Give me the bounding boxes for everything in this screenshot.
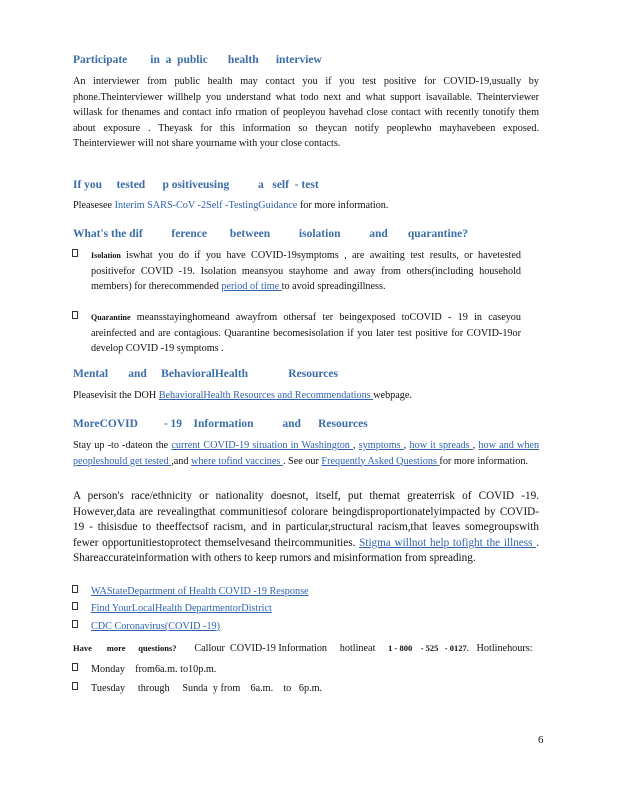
link-cdc-coronavirus[interactable]: CDC Coronavirus(COVID -19) (91, 621, 221, 632)
self-test-post: for more information. (297, 200, 389, 211)
bullet-box-icon (72, 663, 78, 671)
paragraph-interview: An interviewer from public health may contact you if you test positive for COVID-19,usually by phone.Theinterviewer willhelp you understand what todo next and what support isavailable. Theinterviewer willask for thenames and contact info rmation of peopleyou havehad close contact with recently tonotify them about exposure . Theyask for this information so theycan notify peoplewho mayhavebeen exposed. Theinterviewer will not share yourname with your close contacts. (73, 76, 539, 149)
behavioral-pre: Pleasevisit the DOH (73, 390, 159, 401)
text-race-ethnicity: A person's race/ethnicity or nationality doesnot, itself, put themat greaterrisk of COVID -19. However,data are revealingthat communitiesof colorare beingdisproportionatelyimpacted by COVID-19 - thisisdue to theeffectsof racism, and in particular,structural racism,that leaves somegroupswith fewer opportunitiestoprotect themselvesand theircommunities. (73, 490, 539, 549)
separator-text: , (403, 440, 410, 451)
heading-isolation-quarantine: What's the dif ference between isolation and quarantine? (73, 228, 468, 240)
text-call-hotline: Callour COVID-19 Information hotlineat (176, 643, 389, 654)
text-have-more-questions: Have more questions? (73, 643, 177, 653)
bullet-box-icon (72, 682, 78, 690)
link-symptoms[interactable]: symptoms (358, 440, 404, 451)
hotline-number: 1 - 800 - 525 - 0127. (388, 643, 469, 653)
separator-text: ,and (171, 455, 191, 467)
paragraph-race-ethnicity (73, 489, 539, 567)
behavioral-post: webpage. (373, 390, 412, 401)
heading-self-test: If you tested p ositiveusing a self - test (73, 179, 319, 191)
bullet-box-icon (72, 249, 78, 257)
link-how-when-tested[interactable]: how and when peopleshould get tested (73, 440, 540, 467)
link-stigma[interactable]: Stigma willnot help tofight the illness (359, 536, 537, 549)
link-faq[interactable]: Frequently Asked Questions (321, 455, 440, 467)
paragraph-behavioral-health (73, 388, 539, 404)
text-hotline-hours: Hotlinehours: (468, 643, 533, 654)
term-quarantine: Quarantine (91, 313, 131, 322)
term-isolation: Isolation (91, 251, 121, 260)
separator-text: , (472, 440, 479, 451)
text-for-more-info: for more information. (439, 455, 528, 467)
paragraph-stay-up-to-date (73, 438, 539, 469)
link-wa-doh-covid-response[interactable]: WAStateDepartment of Health COVID -19 Response (91, 586, 309, 597)
quarantine-text: meansstayinghomeand awayfrom othersaf ter beingexposed toCOVID - 19 in caseyou areinfected and are contagious. Quarantine becomesisolation if you later test positive for COVID-19or develop COVID -19 symptoms . (91, 312, 521, 354)
text-share-accurate-info: . Shareaccurateinformation with others to keep rumors and misinformation from spreading. (73, 536, 539, 564)
text-see-our: . See our (282, 455, 322, 467)
link-find-local-health-department[interactable]: Find YourLocalHealth DepartmentorDistrict (91, 603, 272, 614)
bullet-box-icon (72, 620, 78, 628)
link-find-vaccines[interactable]: where tofind vaccines (191, 455, 283, 467)
bullet-quarantine (91, 310, 521, 357)
link-how-it-spreads[interactable]: how it spreads (409, 440, 473, 451)
self-test-pre: Pleasesee (73, 200, 115, 211)
paragraph-hotline (73, 641, 539, 657)
bullet-isolation (91, 248, 521, 295)
link-current-situation[interactable]: current COVID-19 situation in Washington (171, 440, 354, 451)
paragraph-self-test (73, 198, 539, 214)
text-stay-up-to-date: Stay up -to -dateon the (73, 440, 172, 451)
isolation-text: iswhat you do if you have COVID-19symptoms , are awaiting test results, or havetested positivefor COVID -19. Isolation meansyou stayhome and away from others(including household members) for therecommended (91, 250, 522, 292)
separator-text: , (353, 440, 359, 451)
hours-tuesday-sunday: Tuesday through Sunda y from 6a.m. to 6p.m. (91, 683, 323, 694)
link-interim-self-testing-guidance[interactable]: Interim SARS-CoV -2Self -TestingGuidance (114, 200, 298, 211)
link-behavioral-health-resources[interactable]: BehavioralHealth Resources and Recommendations (158, 390, 374, 401)
page-number: 6 (538, 734, 544, 746)
list-item-cdc (91, 619, 220, 634)
isolation-end: to avoid spreadingillness. (281, 281, 386, 292)
bullet-box-icon (72, 602, 78, 610)
list-item-hours-monday (91, 662, 216, 677)
list-item-local-health (91, 601, 272, 616)
link-period-of-time[interactable]: period of time (221, 281, 282, 292)
heading-mental-health: Mental and BehavioralHealth Resources (73, 368, 338, 380)
bullet-box-icon (72, 585, 78, 593)
hours-monday: Monday from6a.m. to10p.m. (91, 664, 217, 675)
list-item-wa-doh (91, 584, 309, 599)
bullet-box-icon (72, 311, 78, 319)
list-item-hours-tuesday-sunday (91, 681, 322, 696)
heading-more-covid-info: MoreCOVID - 19 Information and Resources (73, 418, 368, 430)
heading-participate-interview: Participate in a public health interview (73, 54, 322, 66)
